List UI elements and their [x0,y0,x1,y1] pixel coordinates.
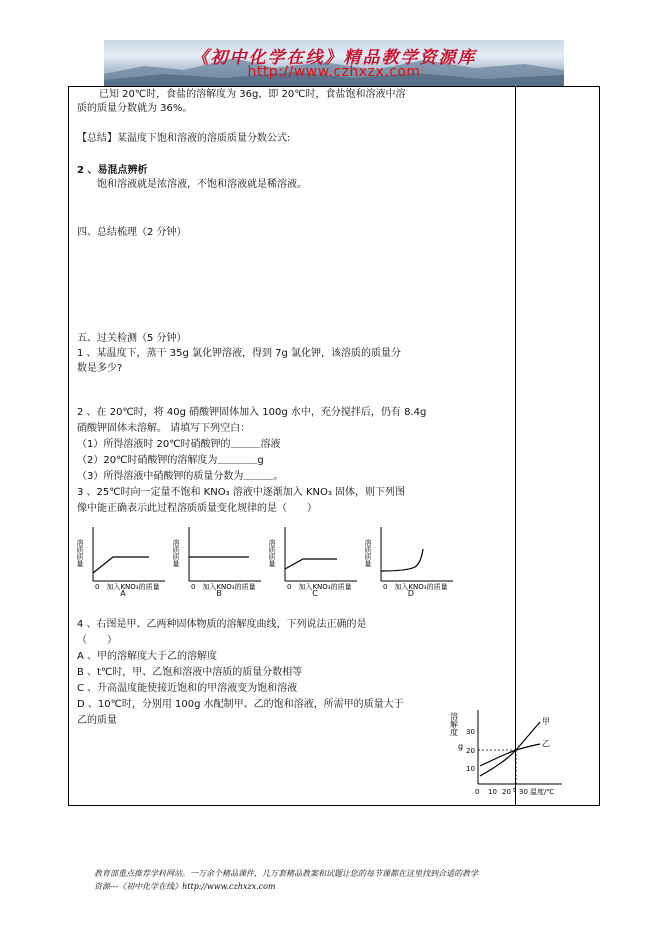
xtick-t: t [513,787,516,794]
graph-b-plot [172,523,265,591]
q1-line-1: 1 、某温度下，蒸干 35g 氯化钾溶液，得到 7g 氯化钾，该溶质的质量分 [77,348,402,359]
graph-c-xlabel: 0 加入KNO₃的质量 [287,583,352,591]
q4-option-a: A 、甲的溶解度大于乙的溶解度 [77,651,218,662]
graph-a-plot [76,523,169,591]
xtick-10: 10 [488,788,497,796]
header-banner [104,40,564,86]
graph-d-ylabel: 溶质质量 [364,539,372,567]
q4-option-c: C 、升高温度能使接近饱和的甲溶液变为饱和溶液 [77,683,298,694]
graph-option-a [76,523,169,601]
graph-c-ylabel: 溶质质量 [268,539,276,567]
ytick-10: 10 [466,765,475,773]
q4-option-d-line-2: 乙的质量 [77,715,117,726]
q2-line-2: 硝酸钾固体未溶解。 请填写下列空白： [77,423,251,434]
graph-option-c [268,523,361,601]
q4-line-2: （ ） [77,635,117,646]
option-a-label: A [120,589,126,598]
q3-line-2: 像中能正确表示此过程溶质质量变化规律的是（ ） [77,503,317,514]
q2-line-1: 2 、在 20℃时，将 40g 硝酸钾固体加入 100g 水中，充分搅拌后，仍有 8.4g [77,407,427,418]
section-2-title: 2 、易混点辨析 [77,165,148,176]
ytick-20: 20 [466,747,475,755]
q4-option-b: B 、t℃时，甲、乙饱和溶液中溶质的质量分数相等 [77,667,303,678]
section-2-text: 饱和溶液就是浓溶液，不饱和溶液就是稀溶液。 [97,179,307,190]
graph-c-plot [268,523,361,591]
graph-option-b [172,523,265,601]
graph-b-xlabel: 0 加入KNO₃的质量 [191,583,256,591]
chart-xlabel: 温度/℃ [530,788,555,796]
solubility-curve-chart [450,700,570,798]
series-yi-label: 乙 [542,739,550,748]
q3-line-1: 3 、25℃时向一定量不饱和 KNO₃ 溶液中逐渐加入 KNO₃ 固体，则下列图 [77,487,406,498]
text-line-2: 质的质量分数就为 36%。 [77,103,193,114]
graph-a-ylabel: 溶质质量 [76,539,84,567]
section-4-title: 四、总结梳理（2 分钟） [77,227,187,238]
text-line-1: 已知 20℃时，食盐的溶解度为 36g，即 20℃时，食盐饱和溶液中溶 [99,89,406,100]
graph-b-ylabel: 溶质质量 [172,539,180,567]
q4-option-d-line-1: D 、10℃时，分别用 100g 水配制甲、乙的饱和溶液，所需甲的质量大于 [77,699,404,710]
graph-d-xlabel: 0 加入KNO₃的质量 [383,583,448,591]
q4-line-1: 4 、右图是甲、乙两种固体物质的溶解度曲线，下列说法正确的是 [77,619,367,630]
series-jia-label: 甲 [542,717,550,726]
q2-blank-2: （2）20℃时硝酸钾的溶解度为＿＿＿＿g [77,455,264,466]
section-5-title: 五、过关检测（5 分钟） [77,333,187,344]
q2-blank-3: （3）所得溶液中硝酸钾的质量分数为＿＿＿。 [77,471,284,482]
worksheet-table [68,86,600,806]
ytick-30: 30 [466,728,475,736]
footer-line-1: 教育部重点推荐学科网站。一万余个精品课件，几万套精品教案和试题让您的每节课都在这里找到合适的教学 [94,869,478,878]
curve-yi [480,744,540,766]
header-title: 《初中化学在线》精品教学资源库 [191,48,477,68]
summary-text: 【总结】某温度下饱和溶液的溶质质量分数公式: [77,133,291,144]
option-c-label: C [312,589,318,598]
graph-a-xlabel: 0 加入KNO₃的质量 [95,583,160,591]
q1-line-2: 数是多少? [77,363,123,374]
xtick-20: 20 [502,788,511,796]
chart-yunit: g [458,742,464,751]
graph-d-plot [364,523,457,591]
option-b-label: B [216,589,222,598]
xtick-0: 0 [475,788,480,796]
footer-line-2: 资源---《初中化学在线》http://www.czhxzx.com [94,882,276,891]
graph-option-d [364,523,457,601]
column-divider [515,87,516,805]
header-url: http://www.czhxzx.com [247,64,421,80]
option-d-label: D [407,589,415,598]
curve-jia [480,722,540,776]
xtick-30: 30 [519,788,528,796]
q2-blank-1: （1）所得溶液时 20℃时硝酸钾的＿＿＿溶液 [77,439,281,450]
chart-ylabel: 溶解度 [449,712,459,736]
